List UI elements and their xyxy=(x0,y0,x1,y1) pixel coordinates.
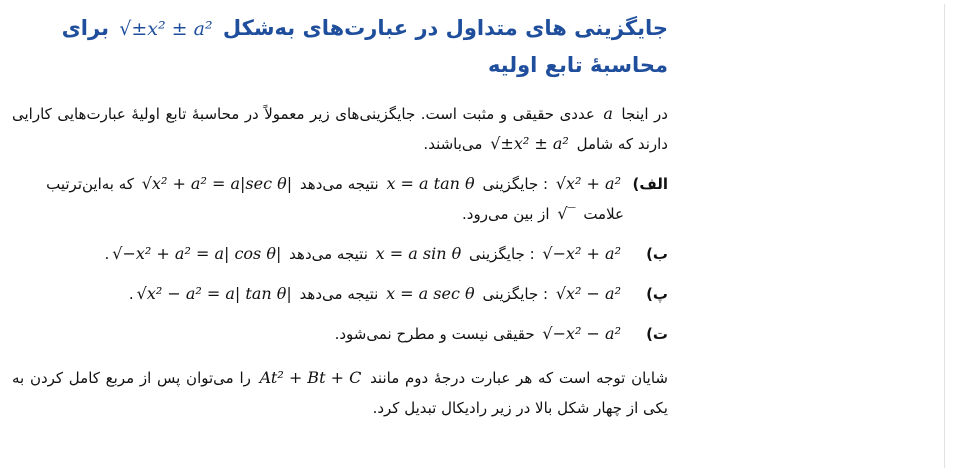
list-item xyxy=(12,169,668,229)
substitution-formula: x = a tan θ xyxy=(386,174,475,193)
item-period: . xyxy=(104,245,110,263)
item-text: از بین می‌رود. xyxy=(462,205,550,223)
item-label: ب) xyxy=(646,245,668,263)
closing-text-1: شایان توجه است که هر عبارت درجهٔ دوم مانند xyxy=(370,369,668,387)
item-text: نتیجه می‌دهد xyxy=(299,285,379,303)
item-text: حقیقی نیست و مطرح نمی‌شود. xyxy=(334,325,535,343)
result-formula: √x² − a² = a| tan θ| xyxy=(136,284,292,303)
closing-paragraph xyxy=(12,363,668,423)
radical-symbol: √‾ xyxy=(557,204,576,223)
item-radical: √x² + a² xyxy=(555,174,621,193)
list-item xyxy=(12,319,668,349)
section-heading xyxy=(12,10,668,83)
result-formula: √−x² + a² = a| cos θ| xyxy=(112,244,282,263)
item-text: نتیجه می‌دهد xyxy=(299,175,379,193)
heading-radical-expression: √±x² ± a² xyxy=(119,18,213,40)
intro-text-1: در اینجا xyxy=(621,105,668,123)
item-radical: √−x² + a² xyxy=(542,244,621,263)
variable-a: a xyxy=(603,104,613,123)
substitution-formula: x = a sin θ xyxy=(375,244,462,263)
heading-text-end: برای محاسبهٔ تابع اولیه xyxy=(61,16,668,77)
item-radical: √−x² − a² xyxy=(542,324,621,343)
closing-text-2: را می‌توان پس از مربع کامل کردن به یکی از چهار شکل بالا در زیر رادیکال تبدیل کرد. xyxy=(12,369,668,417)
intro-text-2: عددی حقیقی و مثبت است. جایگزینی‌های زیر معمولاً در محاسبهٔ تابع اولیهٔ عبارت‌هایی کارایی دارند که شامل xyxy=(12,105,668,153)
item-label: پ) xyxy=(646,285,668,303)
item-text: : جایگزینی xyxy=(482,285,549,303)
margin-divider xyxy=(944,4,945,468)
item-text: : جایگزینی xyxy=(482,175,549,193)
intro-text-3: می‌باشند. xyxy=(423,135,483,153)
quadratic-expression: At² + Bt + C xyxy=(259,368,362,387)
item-period: . xyxy=(128,285,134,303)
item-label: ت) xyxy=(646,325,668,343)
list-item xyxy=(12,279,668,309)
item-text: که به‌این‌ترتیب علامت xyxy=(46,175,624,223)
intro-paragraph xyxy=(12,99,668,159)
result-formula: √x² + a² = a|sec θ| xyxy=(141,174,293,193)
item-text: : جایگزینی xyxy=(469,245,535,263)
item-radical: √x² − a² xyxy=(555,284,621,303)
item-label: الف) xyxy=(632,175,668,193)
item-text: نتیجه می‌دهد xyxy=(289,245,368,263)
intro-radical-expression: √±x² ± a² xyxy=(490,134,569,153)
heading-text-start: جایگزینی های متداول در عبارت‌های به‌شکل xyxy=(222,16,668,40)
text-column xyxy=(12,6,668,433)
substitution-formula: x = a sec θ xyxy=(386,284,475,303)
list-item xyxy=(12,239,668,269)
